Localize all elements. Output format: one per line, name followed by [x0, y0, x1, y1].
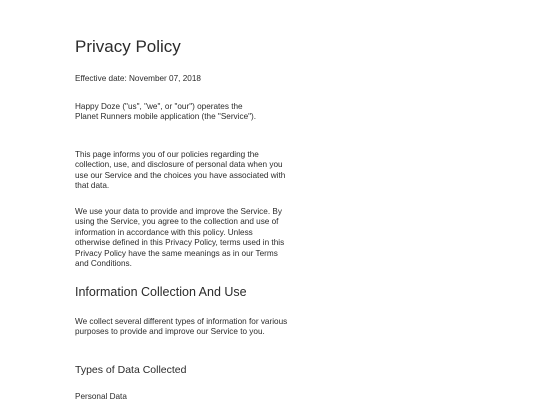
intro-paragraph: Happy Doze ("us", "we", or "our") operates the Planet Runners mobile application (the "Service").: [75, 102, 257, 122]
personal-data-label: Personal Data: [75, 392, 127, 401]
section-heading-information-collection: Information Collection And Use: [75, 285, 247, 299]
policy-scope-paragraph: This page informs you of our policies regarding the collection, use, and disclosure of personal data when you use our Service and the choices you have associated with that data.: [75, 150, 286, 191]
page-title: Privacy Policy: [75, 37, 181, 56]
section-heading-types-of-data: Types of Data Collected: [75, 364, 187, 376]
information-collection-paragraph: We collect several different types of information for various purposes to provide and improve our Service to you.: [75, 317, 288, 337]
data-use-paragraph: We use your data to provide and improve the Service. By using the Service, you agree to the collection and use of information in accordance with this policy. Unless otherwise defined in this Privacy Policy, terms used in this Privacy Policy have the same meanings as in our Terms and Conditions.: [75, 207, 285, 269]
effective-date: Effective date: November 07, 2018: [75, 74, 201, 83]
